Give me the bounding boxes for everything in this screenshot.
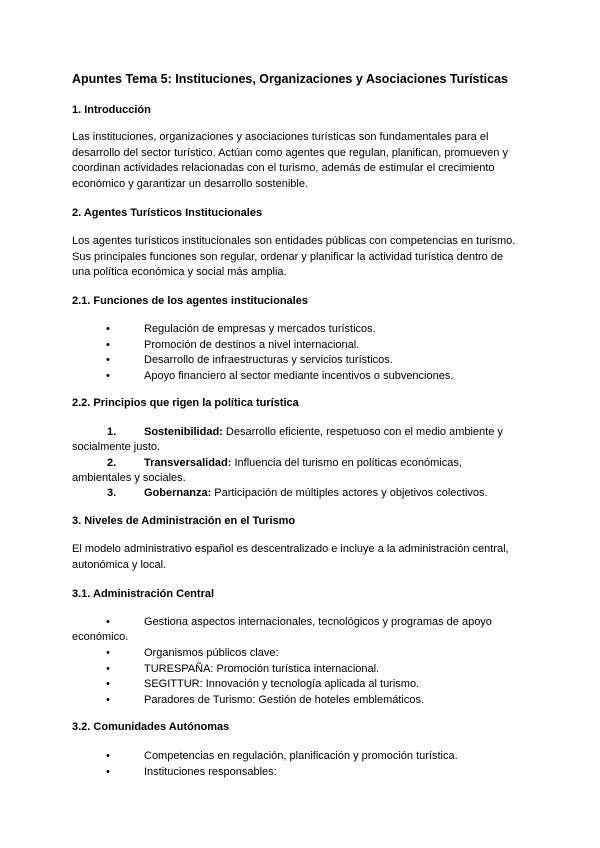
list-item: Paradores de Turismo: Gestión de hoteles emblemáticos. (144, 693, 425, 706)
paragraph-line: Los agentes turísticos institucionales son entidades públicas con competencias en turismo. (72, 235, 516, 247)
bullet-marker: • (106, 338, 110, 351)
bullet-marker: • (106, 678, 110, 690)
paragraph-line: El modelo administrativo español es descentralizado e incluye a la administración central, (72, 543, 509, 555)
paragraph-line: desarrollo del sector turístico. Actúan como agentes que regulan, planifican, promueven y (72, 146, 508, 159)
term-description: Influencia del turismo en políticas económicas, (231, 457, 462, 469)
list-item: Competencias en regulación, planificación y promoción turística. (144, 750, 458, 762)
paragraph-line: económico y garantizar un desarrollo sostenible. (72, 177, 309, 190)
bullet-marker: • (106, 662, 110, 675)
section-heading-niveles: 3. Niveles de Administración en el Turismo (72, 515, 296, 527)
list-item: Regulación de empresas y mercados turísticos. (144, 323, 376, 335)
paragraph-line: Las instituciones, organizaciones y asociaciones turísticas son fundamentales para el (72, 131, 489, 143)
list-item: Desarrollo de infraestructuras y servicios turísticos. (144, 354, 393, 366)
paragraph-line: Sus principales funciones son regular, ordenar y planificar la actividad turística dentro de (72, 250, 504, 263)
section-heading-funciones: 2.1. Funciones de los agentes institucionales (72, 295, 308, 307)
list-number: 1. (107, 426, 117, 438)
list-item: Promoción de destinos a nivel internacional. (144, 338, 360, 351)
list-item-continuation: ambientales y sociales. (72, 471, 186, 484)
list-item-continuation: socialmente justo. (72, 440, 161, 453)
section-heading-introduccion: 1. Introducción (72, 104, 151, 116)
list-item: Instituciones responsables: (144, 765, 277, 778)
list-item: SEGITTUR: Innovación y tecnología aplicada al turismo. (144, 678, 420, 690)
paragraph-line: coordinan actividades relacionadas con el turismo, además de estimular el crecimiento (72, 162, 495, 174)
list-item: Apoyo financiero al sector mediante incentivos o subvenciones. (144, 369, 454, 382)
list-item (144, 456, 462, 472)
list-item: Organismos públicos clave: (144, 647, 279, 659)
list-item: TURESPAÑA: Promoción turística internacional. (144, 662, 380, 675)
section-heading-comunidades-autonomas: 3.2. Comunidades Autónomas (72, 721, 230, 733)
paragraph-line: una política económica y social más amplia. (72, 266, 287, 278)
section-heading-agentes: 2. Agentes Turísticos Institucionales (72, 207, 263, 219)
list-item-continuation: económico. (72, 630, 129, 643)
term: Transversalidad: (144, 457, 232, 469)
bullet-marker: • (106, 765, 110, 778)
term-description: Participación de múltiples actores y objetivos colectivos. (211, 487, 488, 499)
list-number: 2. (107, 457, 117, 469)
term: Sostenibilidad: (144, 426, 223, 438)
paragraph-line: autonómica y local. (72, 558, 167, 571)
term-description: Desarrollo eficiente, respetuoso con el medio ambiente y (222, 426, 503, 438)
bullet-marker: • (106, 647, 110, 659)
list-item (144, 425, 503, 441)
bullet-marker: • (106, 323, 110, 335)
section-heading-administracion-central: 3.1. Administración Central (72, 588, 215, 600)
document-title: Apuntes Tema 5: Instituciones, Organizaciones y Asociaciones Turísticas (72, 72, 509, 86)
bullet-marker: • (106, 354, 110, 366)
bullet-marker: • (106, 750, 110, 762)
bullet-marker: • (106, 693, 110, 706)
list-item (144, 486, 488, 502)
term: Gobernanza: (144, 487, 212, 499)
section-heading-principios: 2.2. Principios que rigen la política turística (72, 397, 299, 409)
list-number: 3. (107, 487, 117, 499)
bullet-marker: • (106, 616, 110, 628)
bullet-marker: • (106, 369, 110, 382)
list-item: Gestiona aspectos internacionales, tecnológicos y programas de apoyo (144, 616, 492, 628)
